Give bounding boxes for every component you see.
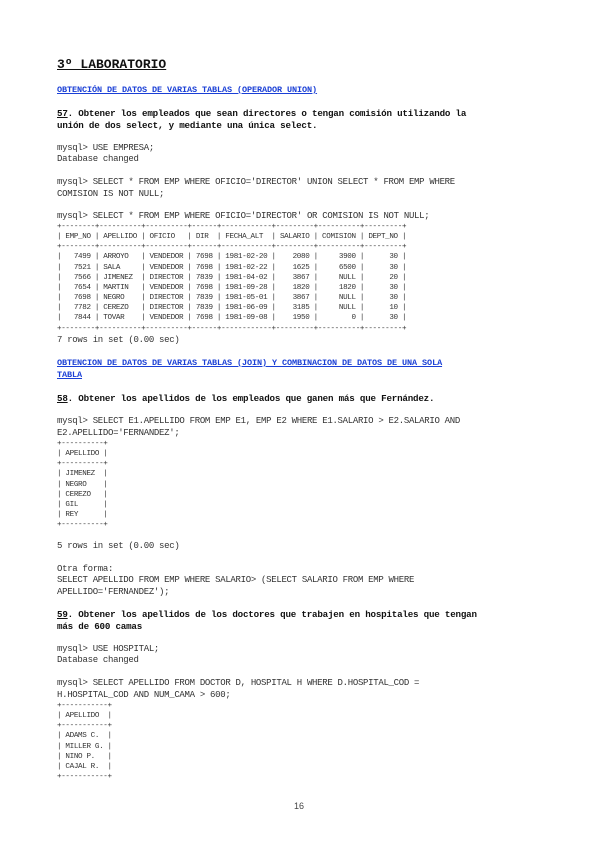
table-row: | REY | [57,511,108,520]
question-57-line2: unión de dos select, y mediante una única select. [57,120,318,131]
code-select-fernandez-line1: mysql> SELECT E1.APELLIDO FROM EMP E1, EMP E2 WHERE E1.SALARIO > E2.SALARIO AND [57,416,460,426]
table-header-row: | APELLIDO | [57,712,112,721]
code-union-query-line1: mysql> SELECT * FROM EMP WHERE OFICIO='DIRECTOR' UNION SELECT * FROM EMP WHERE [57,177,455,187]
section-heading-join-line2: TABLA [57,370,83,380]
rows-in-set-7: 7 rows in set (0.00 sec) [57,335,180,345]
table-border: +-----------+ [57,722,112,731]
table-row: | ADAMS C. | [57,732,112,741]
table-row: | CAJAL R. | [57,762,112,771]
question-57-text: . Obtener los empleados que sean directores o tengan comisión utilizando la [67,108,467,119]
table-row: | 7654 | MARTIN | VENDEDOR | 7698 | 1981-09-28 | 1820 | 1820 | 30 | [57,283,407,292]
table-row: | GIL | [57,500,108,509]
table-row: | 7782 | CEREZO | DIRECTOR | 7839 | 1981-06-09 | 3185 | NULL | 10 | [57,304,407,313]
code-database-changed: Database changed [57,154,139,164]
code-database-changed-2: Database changed [57,655,139,665]
question-58-number: 58 [57,393,68,404]
table-row: | 7499 | ARROYO | VENDEDOR | 7698 | 1981-02-20 | 2080 | 3900 | 30 | [57,253,407,262]
question-58 [57,393,434,404]
table-border: +----------+ [57,440,108,448]
rows-in-set-5: 5 rows in set (0.00 sec) [57,541,180,551]
code-select-fernandez-line2: E2.APELLIDO='FERNANDEZ'; [57,428,180,438]
code-single-select-query: mysql> SELECT * FROM EMP WHERE OFICIO='DIRECTOR' OR COMISION IS NOT NULL; [57,211,430,221]
question-57 [57,108,466,119]
table-row: | 7698 | NEGRO | DIRECTOR | 7839 | 1981-05-01 | 3867 | NULL | 30 | [57,294,407,303]
table-border: +-----------+ [57,702,112,710]
table-header-row: | APELLIDO | [57,450,108,459]
question-57-number: 57 [57,108,68,119]
table-row: | MILLER G. | [57,742,112,751]
code-subquery-line2: APELLIDO='FERNANDEZ'); [57,587,170,597]
otra-forma-label: Otra forma: [57,564,114,574]
table-row: | 7566 | JIMENEZ | DIRECTOR | 7839 | 1981-04-02 | 3867 | NULL | 20 | [57,273,407,282]
table-row: | NEGRO | [57,480,108,489]
code-use-empresa: mysql> USE EMPRESA; [57,143,154,153]
code-use-hospital: mysql> USE HOSPITAL; [57,644,160,654]
section-heading-join-line1: OBTENCION DE DATOS DE VARIAS TABLAS (JOIN) Y COMBINACION DE DATOS DE UNA SOLA [57,358,443,368]
table-row: | 7844 | TOVAR | VENDEDOR | 7698 | 1981-09-08 | 1950 | 0 | 30 | [57,314,407,323]
table-border: +--------+----------+----------+------+------------+---------+----------+---------+ [57,324,407,333]
table-border: +----------+ [57,460,108,469]
question-59-line2: más de 600 camas [57,621,143,632]
emp-result-table [57,222,406,334]
question-59 [57,609,477,620]
question-58-text: . Obtener los apellidos de los empleados que ganen más que Fernández. [67,393,435,404]
table-header-row: | EMP_NO | APELLIDO | OFICIO | DIR | FECHA_ALT | SALARIO | COMISION | DEPT_NO | [57,233,407,242]
code-select-doctor-line1: mysql> SELECT APELLIDO FROM DOCTOR D, HOSPITAL H WHERE D.HOSPITAL_COD = [57,678,420,688]
table-border: +--------+----------+----------+------+------------+---------+----------+---------+ [57,243,407,252]
code-select-doctor-line2: H.HOSPITAL_COD AND NUM_CAMA > 600; [57,690,231,700]
question-59-number: 59 [57,609,68,620]
page-number: 16 [294,801,305,811]
table-row: | JIMENEZ | [57,470,108,479]
table-border: +----------+ [57,521,108,530]
apellido-result-table-2 [57,701,112,782]
table-border: +-----------+ [57,773,112,782]
code-subquery-line1: SELECT APELLIDO FROM EMP WHERE SALARIO> (SELECT SALARIO FROM EMP WHERE [57,575,415,585]
question-59-text: . Obtener los apellidos de los doctores que trabajen en hospitales que tengan [67,609,477,620]
section-heading-union: OBTENCIÓN DE DATOS DE VARIAS TABLAS (OPERADOR UNION) [57,85,318,95]
table-row: | NINO P. | [57,752,112,761]
table-row: | CEREZO | [57,490,108,499]
table-row: | 7521 | SALA | VENDEDOR | 7698 | 1981-02-22 | 1625 | 6500 | 30 | [57,263,407,272]
apellido-result-table-1 [57,439,107,530]
table-border: +--------+----------+----------+------+------------+---------+----------+---------+ [57,223,407,231]
code-union-query-line2: COMISION IS NOT NULL; [57,189,165,199]
page-title: 3º LABORATORIO [57,57,167,72]
